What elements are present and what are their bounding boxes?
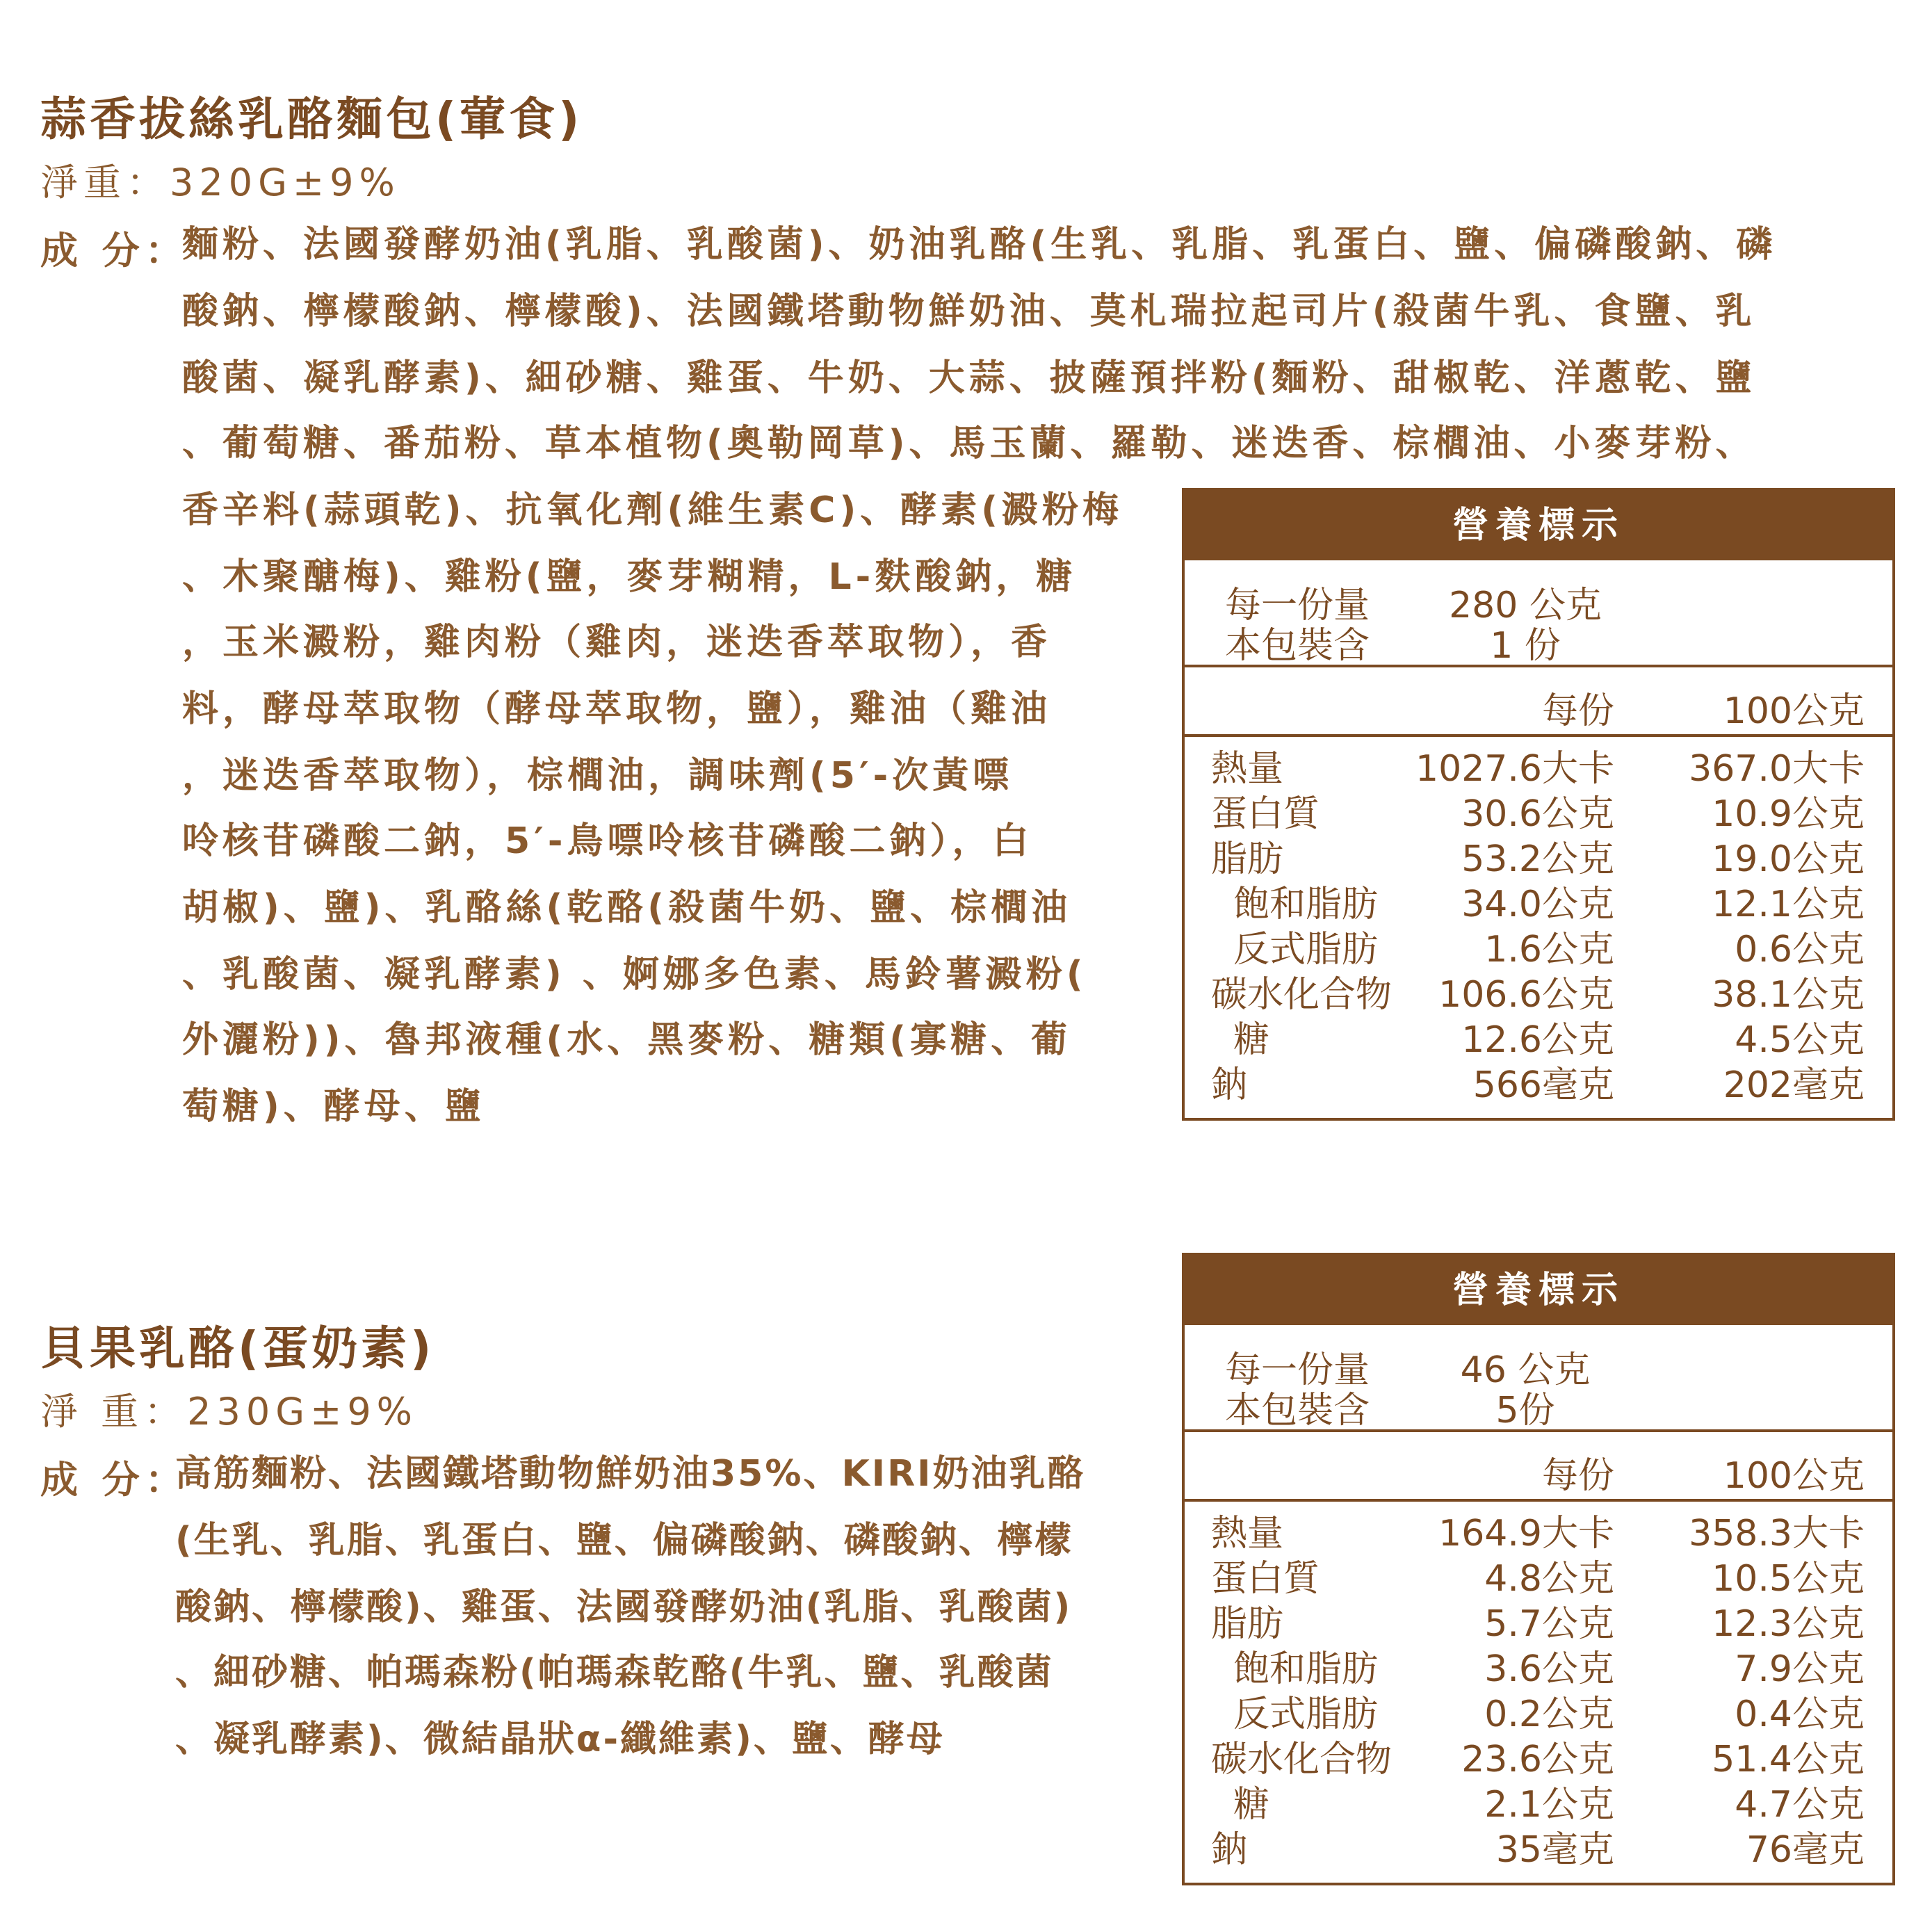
nutrient-name: 飽和脂肪 bbox=[1233, 884, 1379, 925]
ingredients-line: (生乳、乳脂、乳蛋白、鹽、偏磷酸鈉、磷酸鈉、檸檬 bbox=[175, 1520, 1073, 1561]
nutrition-rows bbox=[1185, 737, 1892, 1118]
nutrient-per-100g: 51.4公克 bbox=[1712, 1739, 1865, 1780]
nutrient-per-100g: 358.3大卡 bbox=[1689, 1513, 1865, 1554]
product-2-ingredients-label: 成 分： bbox=[40, 1458, 188, 1502]
serving-info bbox=[1185, 560, 1892, 667]
ingredients-line: 、凝乳酵素)、微結晶狀α-纖維素)、鹽、酵母 bbox=[175, 1719, 945, 1760]
nutrient-per-serving: 12.6公克 bbox=[1461, 1019, 1614, 1061]
nutrition-row-sodium bbox=[1185, 1063, 1892, 1108]
nutrient-per-100g: 76毫克 bbox=[1746, 1829, 1865, 1871]
ingredients-line: ，玉米澱粉，雞肉粉（雞肉，迷迭香萃取物），香 bbox=[182, 622, 1052, 663]
nutrient-per-serving: 35毫克 bbox=[1495, 1829, 1614, 1871]
nutrient-per-serving: 3.6公克 bbox=[1484, 1648, 1614, 1690]
serving-info bbox=[1185, 1325, 1892, 1432]
ingredients-line: 胡椒)、鹽)、乳酪絲(乾酪(殺菌牛奶、鹽、棕櫚油 bbox=[182, 887, 1072, 929]
nutrient-per-serving: 164.9大卡 bbox=[1438, 1513, 1614, 1554]
nutrient-name: 脂肪 bbox=[1211, 838, 1284, 880]
nutrient-per-serving: 0.2公克 bbox=[1484, 1694, 1614, 1735]
nutrition-row-fat bbox=[1185, 837, 1892, 882]
nutrient-per-100g: 202毫克 bbox=[1723, 1064, 1865, 1106]
package-label: 本包裝含 bbox=[1225, 1390, 1370, 1431]
nutrition-row-sugar bbox=[1185, 1783, 1892, 1828]
nutrient-per-100g: 19.0公克 bbox=[1712, 838, 1865, 880]
nutrient-per-serving: 4.8公克 bbox=[1484, 1558, 1614, 1600]
nutrient-per-100g: 12.3公克 bbox=[1712, 1603, 1865, 1645]
serving-value: 46 公克 bbox=[1460, 1349, 1591, 1391]
nutrient-per-serving: 106.6公克 bbox=[1438, 974, 1614, 1016]
serving-label: 每一份量 bbox=[1225, 1349, 1370, 1391]
nutrient-name: 碳水化合物 bbox=[1211, 1739, 1393, 1780]
ingredients-line: 香辛料(蒜頭乾)、抗氧化劑(維生素C)、酵素(澱粉梅 bbox=[182, 489, 1123, 531]
nutrition-row-energy bbox=[1185, 1511, 1892, 1557]
nutrient-per-serving: 5.7公克 bbox=[1484, 1603, 1614, 1645]
nutrition-header: 營養標示 bbox=[1185, 1256, 1892, 1325]
nutrient-per-100g: 38.1公克 bbox=[1712, 974, 1865, 1016]
nutrient-name: 蛋白質 bbox=[1211, 793, 1320, 835]
ingredients-line: 酸鈉、檸檬酸)、雞蛋、法國發酵奶油(乳脂、乳酸菌) bbox=[175, 1586, 1073, 1628]
nutrient-per-serving: 2.1公克 bbox=[1484, 1784, 1614, 1826]
package-value: 5份 bbox=[1495, 1390, 1555, 1431]
nutrient-name: 熱量 bbox=[1211, 1513, 1284, 1554]
nutrition-row-fat bbox=[1185, 1602, 1892, 1647]
ingredients-line: 、乳酸菌、凝乳酵素) 、婀娜多色素、馬鈴薯澱粉( bbox=[182, 954, 1087, 996]
col-per-100g: 100公克 bbox=[1723, 690, 1865, 732]
nutrition-column-header bbox=[1185, 667, 1892, 737]
nutrient-per-100g: 12.1公克 bbox=[1712, 884, 1865, 925]
nutrient-per-100g: 4.7公克 bbox=[1735, 1784, 1865, 1826]
product-2-net-weight: 淨 重：230G±9% bbox=[40, 1390, 418, 1434]
nutrient-name: 糖 bbox=[1233, 1784, 1270, 1826]
nutrition-header: 營養標示 bbox=[1185, 491, 1892, 560]
product-1-title: 蒜香拔絲乳酪麵包(葷食) bbox=[40, 92, 583, 146]
nutrient-per-serving: 53.2公克 bbox=[1461, 838, 1614, 880]
ingredients-line: 呤核苷磷酸二鈉，5′-鳥嘌呤核苷磷酸二鈉），白 bbox=[182, 820, 1033, 862]
ingredients-line: 外灑粉))、魯邦液種(水、黑麥粉、糖類(寡糖、葡 bbox=[182, 1019, 1072, 1061]
nutrient-name: 熱量 bbox=[1211, 748, 1284, 790]
nutrition-row-sodium bbox=[1185, 1828, 1892, 1873]
nutrient-per-100g: 7.9公克 bbox=[1735, 1648, 1865, 1690]
nutrition-row-carbohydrate bbox=[1185, 973, 1892, 1018]
nutrient-per-serving: 23.6公克 bbox=[1461, 1739, 1614, 1780]
ingredients-line: 、葡萄糖、番茄粉、草本植物(奧勒岡草)、馬玉蘭、羅勒、迷迭香、棕櫚油、小麥芽粉、 bbox=[182, 423, 1756, 464]
nutrition-row-carbohydrate bbox=[1185, 1737, 1892, 1783]
nutrition-column-header bbox=[1185, 1432, 1892, 1502]
nutrient-per-serving: 1027.6大卡 bbox=[1415, 748, 1614, 790]
nutrient-name: 蛋白質 bbox=[1211, 1558, 1320, 1600]
nutrient-name: 糖 bbox=[1233, 1019, 1270, 1061]
nutrient-per-100g: 10.9公克 bbox=[1712, 793, 1865, 835]
nutrient-per-100g: 4.5公克 bbox=[1735, 1019, 1865, 1061]
product-1-ingredients-label: 成 分： bbox=[40, 229, 188, 273]
product-2-title: 貝果乳酪(蛋奶素) bbox=[40, 1322, 435, 1375]
nutrient-per-serving: 34.0公克 bbox=[1461, 884, 1614, 925]
ingredients-line: 、木聚醣梅)、雞粉(鹽，麥芽糊精，L-麩酸鈉，糖 bbox=[182, 556, 1077, 598]
product-1-nutrition-panel bbox=[1182, 488, 1895, 1121]
nutrient-per-100g: 10.5公克 bbox=[1712, 1558, 1865, 1600]
nutrient-name: 脂肪 bbox=[1211, 1603, 1284, 1645]
nutrient-per-serving: 30.6公克 bbox=[1461, 793, 1614, 835]
ingredients-line: 酸鈉、檸檬酸鈉、檸檬酸)、法國鐵塔動物鮮奶油、莫札瑞拉起司片(殺菌牛乳、食鹽、乳 bbox=[182, 291, 1756, 332]
ingredients-line: 酸菌、凝乳酵素)、細砂糖、雞蛋、牛奶、大蒜、披薩預拌粉(麵粉、甜椒乾、洋蔥乾、鹽 bbox=[182, 357, 1756, 399]
nutrient-per-serving: 1.6公克 bbox=[1484, 929, 1614, 971]
nutrition-row-saturated-fat bbox=[1185, 1647, 1892, 1692]
nutrition-rows bbox=[1185, 1502, 1892, 1883]
product-2-nutrition-panel bbox=[1182, 1253, 1895, 1885]
nutrient-name: 反式脂肪 bbox=[1233, 1694, 1379, 1735]
nutrient-name: 鈉 bbox=[1211, 1829, 1248, 1871]
nutrient-per-100g: 367.0大卡 bbox=[1689, 748, 1865, 790]
ingredients-line: 萄糖)、酵母、鹽 bbox=[182, 1086, 485, 1128]
product-1-net-weight: 淨重：320G±9% bbox=[40, 161, 400, 204]
nutrient-name: 反式脂肪 bbox=[1233, 929, 1379, 971]
nutrition-row-saturated-fat bbox=[1185, 882, 1892, 927]
package-value: 1 份 bbox=[1490, 625, 1561, 667]
serving-label: 每一份量 bbox=[1225, 585, 1370, 626]
nutrient-name: 鈉 bbox=[1211, 1064, 1248, 1106]
col-per-100g: 100公克 bbox=[1723, 1455, 1865, 1497]
nutrition-row-trans-fat bbox=[1185, 1692, 1892, 1737]
ingredients-line: 料，酵母萃取物（酵母萃取物，鹽），雞油（雞油 bbox=[182, 688, 1052, 730]
ingredients-line: ，迷迭香萃取物），棕櫚油，調味劑(5′-次黃嘌 bbox=[182, 755, 1014, 797]
nutrition-row-sugar bbox=[1185, 1018, 1892, 1063]
nutrition-row-energy bbox=[1185, 747, 1892, 792]
ingredients-line: 麵粉、法國發酵奶油(乳脂、乳酸菌)、奶油乳酪(生乳、乳脂、乳蛋白、鹽、偏磷酸鈉、磷 bbox=[182, 224, 1777, 266]
ingredients-line: 、細砂糖、帕瑪森粉(帕瑪森乾酪(牛乳、鹽、乳酸菌 bbox=[175, 1652, 1054, 1694]
nutrient-name: 碳水化合物 bbox=[1211, 974, 1393, 1016]
ingredients-line: 高筋麵粉、法國鐵塔動物鮮奶油35%、KIRI奶油乳酪 bbox=[175, 1453, 1086, 1495]
nutrient-per-100g: 0.6公克 bbox=[1735, 929, 1865, 971]
col-per-serving: 每份 bbox=[1541, 1455, 1614, 1497]
nutrient-name: 飽和脂肪 bbox=[1233, 1648, 1379, 1690]
nutrition-row-protein bbox=[1185, 1557, 1892, 1602]
package-label: 本包裝含 bbox=[1225, 625, 1370, 667]
nutrition-row-protein bbox=[1185, 792, 1892, 837]
serving-value: 280 公克 bbox=[1449, 585, 1602, 626]
nutrition-row-trans-fat bbox=[1185, 927, 1892, 973]
nutrient-per-serving: 566毫克 bbox=[1472, 1064, 1614, 1106]
col-per-serving: 每份 bbox=[1541, 690, 1614, 732]
nutrient-per-100g: 0.4公克 bbox=[1735, 1694, 1865, 1735]
